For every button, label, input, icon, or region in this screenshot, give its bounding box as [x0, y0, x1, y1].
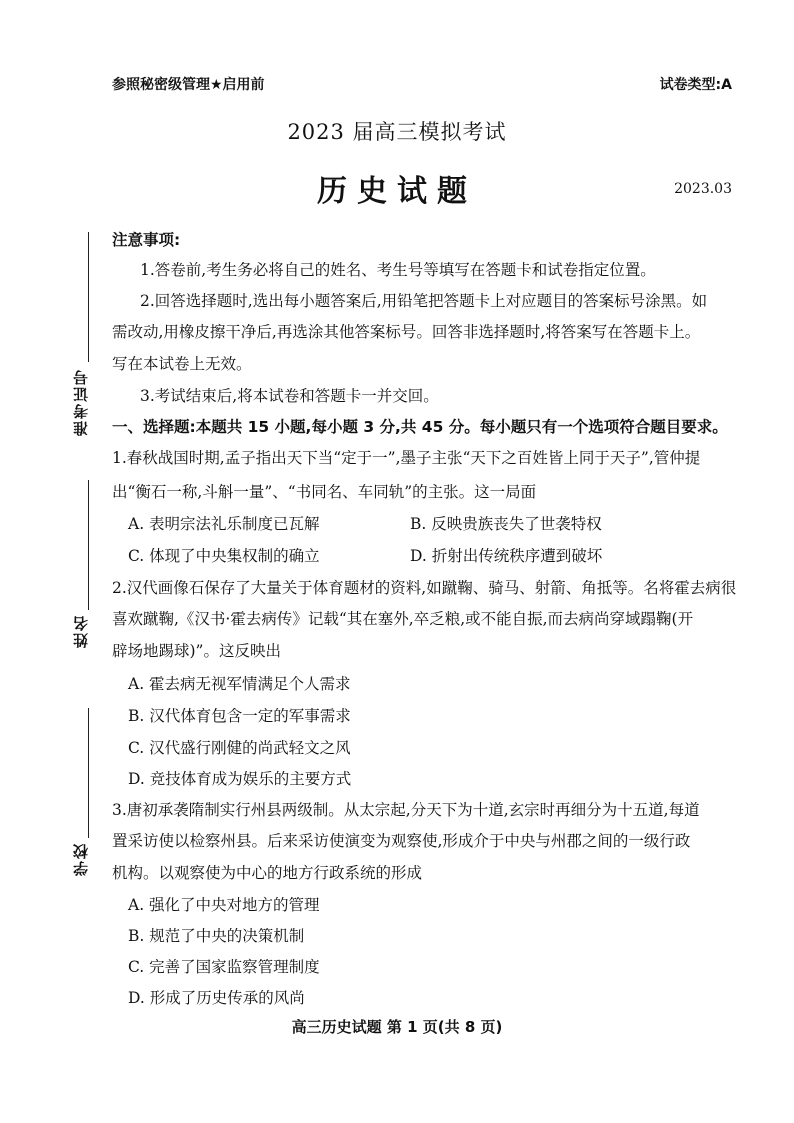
q1-option-d: D. 折射出传统秩序遭到破坏 [410, 547, 603, 565]
subject-title: 历史试题 [317, 174, 477, 209]
q1-stem-line1: 1.春秋战国时期,孟子指出天下当“定于一”,墨子主张“天下之百姓皆上同于天子”,管仲提 [112, 449, 701, 467]
q2-option-a: A. 霍去病无视军情满足个人需求 [128, 675, 351, 693]
q1-stem-line2: 出“衡石一称,斗斛一量”、“书同名、车同轨”的主张。这一局面 [112, 483, 537, 501]
q3-stem-line1: 3.唐初承袭隋制实行州县两级制。从太宗起,分天下为十道,玄宗时再细分为十五道,每道 [112, 801, 700, 819]
q2-option-b: B. 汉代体育包含一定的军事需求 [128, 707, 351, 725]
name-line [88, 480, 89, 610]
q2-stem-line1: 2.汉代画像石保存了大量关于体育题材的资料,如蹴鞠、骑马、射箭、角抵等。名将霍去病很 [112, 579, 737, 597]
notes-item-2a: 2.回答选择题时,选出每小题答案后,用铅笔把答题卡上对应题目的答案标号涂黑。如 [140, 292, 708, 310]
q3-option-a: A. 强化了中央对地方的管理 [128, 896, 320, 914]
notes-item-2c: 写在本试卷上无效。 [112, 355, 252, 373]
q2-stem-line3: 辟场地踢球)”。这反映出 [112, 642, 281, 660]
side-label-exam-no: 准考证号 [72, 368, 90, 436]
q3-option-b: B. 规范了中央的决策机制 [128, 927, 305, 945]
notes-item-2b: 需改动,用橡皮擦干净后,再选涂其他答案标号。回答非选择题时,将答案写在答题卡上。 [112, 323, 701, 341]
exam-no-line [88, 232, 89, 362]
q3-stem-line2: 置采访使以检察州县。后来采访使演变为观察使,形成介于中央与州郡之间的一级行政 [112, 832, 691, 850]
q1-option-b: B. 反映贵族丧失了世袭特权 [410, 515, 602, 533]
notes-item-3: 3.考试结束后,将本试卷和答题卡一并交回。 [140, 387, 439, 405]
paper-type-label: 试卷类型:A [659, 77, 732, 93]
confidential-label: 参照秘密级管理★启用前 [112, 77, 265, 93]
q1-option-a: A. 表明宗法礼乐制度已瓦解 [128, 515, 320, 533]
notes-heading: 注意事项: [112, 231, 181, 249]
q3-option-d: D. 形成了历史传承的风尚 [128, 989, 305, 1007]
exam-date: 2023.03 [674, 181, 732, 197]
side-label-school: 学校 [72, 842, 90, 876]
section-heading: 一、选择题:本题共 15 小题,每小题 3 分,共 45 分。每小题只有一个选项符合题目要求。 [112, 418, 728, 436]
school-line [88, 708, 89, 838]
side-label-name: 姓名 [72, 614, 90, 648]
notes-item-1: 1.答卷前,考生务必将自己的姓名、考生号等填写在答题卡和试卷指定位置。 [140, 261, 656, 279]
q2-option-d: D. 竞技体育成为娱乐的主要方式 [128, 770, 352, 788]
q2-option-c: C. 汉代盛行刚健的尚武轻文之风 [128, 739, 351, 757]
q1-option-c: C. 体现了中央集权制的确立 [128, 547, 320, 565]
q2-stem-line2: 喜欢蹴鞠,《汉书·霍去病传》记载“其在塞外,卒乏粮,或不能自振,而去病尚穿域蹋鞠(开 [112, 610, 694, 628]
exam-title: 2023 届高三模拟考试 [287, 120, 507, 144]
page-footer: 高三历史试题 第 1 页(共 8 页) [291, 1018, 503, 1036]
q3-stem-line3: 机构。以观察使为中心的地方行政系统的形成 [112, 864, 423, 882]
q3-option-c: C. 完善了国家监察管理制度 [128, 958, 320, 976]
